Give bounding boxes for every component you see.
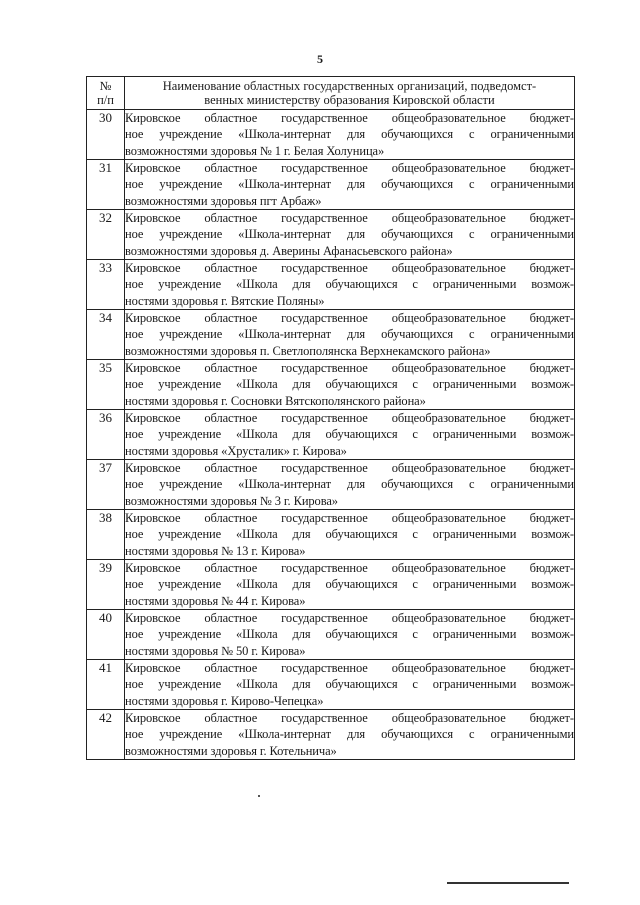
organization-name-line: Кировское областное государственное общеобразовательное бюджет- [125,511,574,525]
table-row [87,510,575,560]
row-number: 38 [87,510,125,560]
organization-name-line: Кировское областное государственное общеобразовательное бюджет- [125,211,574,225]
organization-name-line: возможностями здоровья пгт Арбаж» [125,193,322,208]
table-row [87,410,575,460]
organizations-table [86,76,575,760]
signature-line [447,882,569,884]
row-number: 34 [87,310,125,360]
organization-name-line: ное учреждение «Школа-интернат для обучающихся с ограниченными [125,177,574,192]
organization-name-line: возможностями здоровья п. Светлополянска Верхнекамского района» [125,343,491,358]
header-number-line1: № [99,79,112,93]
row-number: 42 [87,710,125,760]
organization-name [125,610,575,660]
organization-name-line: ностями здоровья № 50 г. Кирова» [125,643,306,658]
organization-name-line: ное учреждение «Школа для обучающихся с ограниченными возмож- [125,577,574,592]
organization-name [125,160,575,210]
row-number: 32 [87,210,125,260]
table-row [87,660,575,710]
table-row [87,460,575,510]
organization-name-line: Кировское областное государственное общеобразовательное бюджет- [125,711,574,725]
row-number: 37 [87,460,125,510]
organization-name-line: Кировское областное государственное общеобразовательное бюджет- [125,161,574,175]
row-number: 30 [87,110,125,160]
table-row [87,710,575,760]
organization-name-line: Кировское областное государственное общеобразовательное бюджет- [125,661,574,675]
organization-name-line: Кировское областное государственное общеобразовательное бюджет- [125,561,574,575]
organization-name [125,710,575,760]
table-row [87,310,575,360]
organization-name [125,660,575,710]
page-number: 5 [317,52,323,66]
header-number-line2: п/п [97,93,114,107]
organization-name [125,510,575,560]
row-number: 35 [87,360,125,410]
organization-name [125,460,575,510]
organization-name [125,210,575,260]
organization-name-line: Кировское областное государственное общеобразовательное бюджет- [125,411,574,425]
organization-name-line: ностями здоровья № 13 г. Кирова» [125,543,306,558]
organization-name-line: ное учреждение «Школа-интернат для обучающихся с ограниченными [125,477,574,492]
organization-name [125,410,575,460]
row-number: 40 [87,610,125,660]
table-row [87,260,575,310]
table-header-row [87,77,575,110]
organization-name [125,110,575,160]
organization-name-line: возможностями здоровья г. Котельнича» [125,743,337,758]
organization-name-line: Кировское областное государственное общеобразовательное бюджет- [125,461,574,475]
table-row [87,210,575,260]
table-row [87,110,575,160]
organization-name-line: ное учреждение «Школа-интернат для обучающихся с ограниченными [125,227,574,242]
row-number: 36 [87,410,125,460]
header-name-line2: венных министерству образования Кировской области [204,93,495,107]
organization-name-line: возможностями здоровья № 3 г. Кирова» [125,493,338,508]
organization-name-line: ное учреждение «Школа-интернат для обучающихся с ограниченными [125,327,574,342]
row-number: 39 [87,560,125,610]
organization-name-line: ностями здоровья г. Кирово-Чепецка» [125,693,324,708]
organization-name-line: ное учреждение «Школа для обучающихся с ограниченными возмож- [125,677,574,692]
table-row [87,360,575,410]
row-number: 31 [87,160,125,210]
table-body [87,110,575,760]
header-number-cell [87,77,125,110]
organization-name [125,310,575,360]
table-row [87,610,575,660]
organization-name-line: ное учреждение «Школа для обучающихся с ограниченными возмож- [125,377,574,392]
organization-name [125,360,575,410]
organization-name-line: ное учреждение «Школа для обучающихся с ограниченными возмож- [125,627,574,642]
organization-name-line: Кировское областное государственное общеобразовательное бюджет- [125,311,574,325]
organization-name-line: ностями здоровья «Хрусталик» г. Кирова» [125,443,347,458]
table-row [87,560,575,610]
organization-name-line: Кировское областное государственное общеобразовательное бюджет- [125,261,574,275]
organization-name-line: возможностями здоровья № 1 г. Белая Холуница» [125,143,385,158]
organization-name-line: ное учреждение «Школа-интернат для обучающихся с ограниченными [125,127,574,142]
organization-name-line: Кировское областное государственное общеобразовательное бюджет- [125,611,574,625]
stray-dot [258,795,260,797]
organization-name-line: возможностями здоровья д. Аверины Афанасьевского района» [125,243,453,258]
organization-name [125,260,575,310]
organization-name-line: ное учреждение «Школа-интернат для обучающихся с ограниченными [125,727,574,742]
organization-name [125,560,575,610]
organization-name-line: ное учреждение «Школа для обучающихся с ограниченными возмож- [125,527,574,542]
row-number: 33 [87,260,125,310]
table-row [87,160,575,210]
organization-name-line: ностями здоровья г. Сосновки Вятскополянского района» [125,393,426,408]
organization-name-line: ное учреждение «Школа для обучающихся с ограниченными возмож- [125,277,574,292]
organization-name-line: ностями здоровья № 44 г. Кирова» [125,593,306,608]
header-name-line1: Наименование областных государственных организаций, подведомст- [162,79,537,93]
header-name-cell [125,77,575,110]
organization-name-line: ное учреждение «Школа для обучающихся с ограниченными возмож- [125,427,574,442]
organization-name-line: Кировское областное государственное общеобразовательное бюджет- [125,111,574,125]
organization-name-line: ностями здоровья г. Вятские Поляны» [125,293,325,308]
row-number: 41 [87,660,125,710]
organization-name-line: Кировское областное государственное общеобразовательное бюджет- [125,361,574,375]
